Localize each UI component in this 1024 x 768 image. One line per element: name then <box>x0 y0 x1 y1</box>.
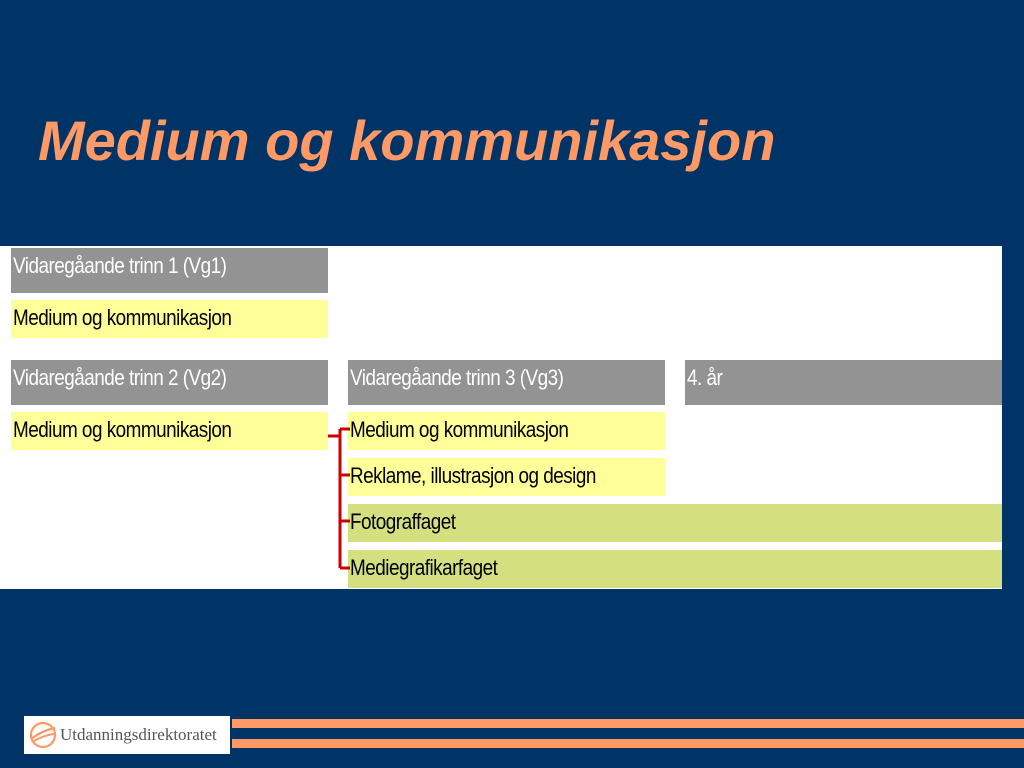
vg1-program: Medium og kommunikasjon <box>11 300 328 338</box>
footer-stripe-bottom <box>232 739 1024 748</box>
education-pathway-diagram <box>0 246 1002 589</box>
vg1-header: Vidaregåande trinn 1 (Vg1) <box>11 248 328 293</box>
branch-connector <box>0 246 360 589</box>
slide-title: Medium og kommunikasjon <box>38 109 776 172</box>
year4-header: 4. år <box>685 360 1002 405</box>
vg3-header: Vidaregåande trinn 3 (Vg3) <box>348 360 665 405</box>
footer-stripe-top <box>232 719 1024 728</box>
apprentice-option-foto: Fotograffaget <box>348 504 1002 542</box>
vg2-header: Vidaregåande trinn 2 (Vg2) <box>11 360 328 405</box>
vg3-option-medium: Medium og kommunikasjon <box>348 412 665 450</box>
udir-logo-icon <box>28 720 58 750</box>
vg2-program: Medium og kommunikasjon <box>11 412 328 450</box>
logo-text: Utdanningsdirektoratet <box>60 725 217 744</box>
vg3-option-reklame: Reklame, illustrasjon og design <box>348 458 665 496</box>
footer-logo <box>24 716 230 754</box>
apprentice-option-mediegrafikar: Mediegrafikarfaget <box>348 550 1002 588</box>
